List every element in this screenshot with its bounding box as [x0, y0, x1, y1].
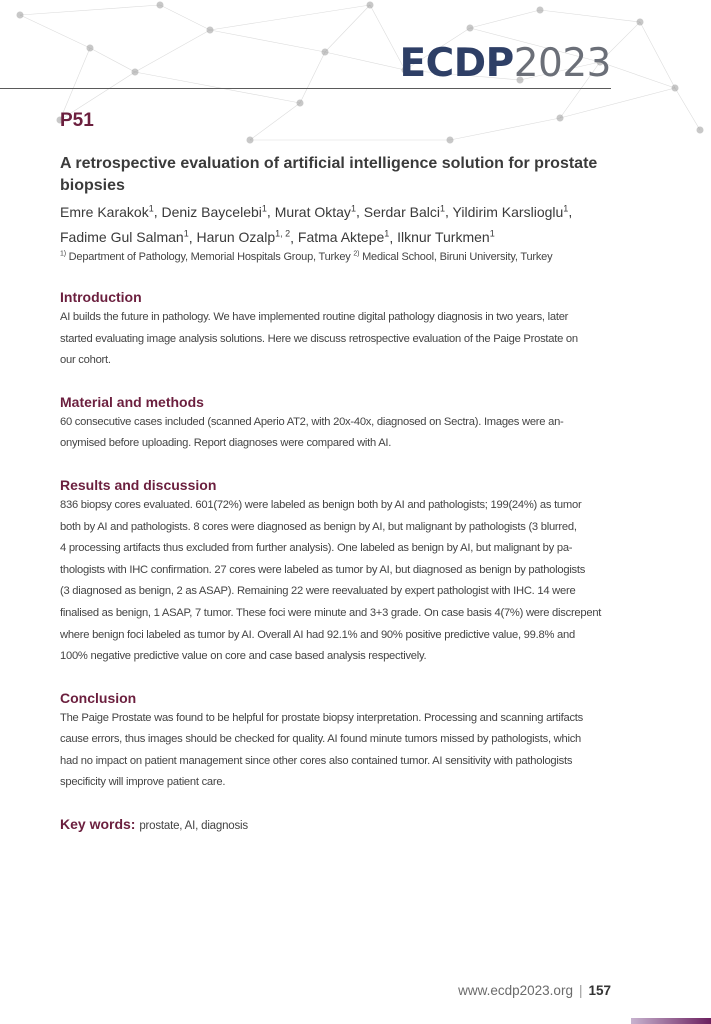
author: Fatma Aktepe$^1$	[297, 228, 390, 246]
network-line	[640, 22, 675, 88]
corner-accent-bar	[631, 1018, 711, 1024]
affiliation: $^{1)}$ Department of Pathology, Memorial Hospitals Group, Turkey	[60, 250, 351, 263]
network-line	[675, 88, 700, 130]
poster-code: P51	[60, 110, 94, 131]
conference-logo: ECDP2023	[399, 41, 611, 86]
affiliation: $^{2)}$ Medical School, Biruni University, Turkey	[353, 250, 553, 263]
author-list: Emre Karakok$^1$, Deniz Baycelebi$^1$, Murat Oktay$^1$, Serdar Balci$^1$, Yildirim Karslioglu$^1$, Fadime Gul Salman$^1$, Harun Ozalp$^{1, 2}$, Fatma Aktepe$^1$, Ilknur Turkmen$^1$	[60, 203, 573, 246]
network-line	[160, 5, 210, 30]
section-text	[60, 412, 620, 455]
text-line: cause errors, thus images should be checked for quality. AI found minute tumors missed by pathologists, which	[60, 733, 582, 746]
network-node	[672, 85, 679, 92]
text-line: our cohort.	[60, 354, 111, 367]
author: Deniz Baycelebi$^1$	[161, 203, 267, 220]
section-heading: Results and discussion	[60, 476, 217, 493]
text-line: The Paige Prostate was found to be helpful for prostate biopsy interpretation. Processing and scanning artifacts	[60, 711, 583, 724]
text-line: (3 diagnosed as benign, 2 as ASAP). Remaining 22 were reevaluated by expert pathologist with IHC. 14 were	[60, 585, 576, 598]
network-line	[325, 5, 370, 52]
network-line	[210, 5, 370, 30]
keywords-label: Key words:	[60, 816, 136, 833]
network-line	[600, 62, 675, 88]
network-node	[297, 100, 304, 107]
author: Yildirim Karslioglu$^1$	[452, 203, 569, 220]
section-heading: Material and methods	[60, 393, 204, 410]
network-line	[560, 88, 675, 118]
text-line: where benign foci labeled as tumor by AI. Overall AI had 92.1% and 90% positive predictive value, 99.8% and	[60, 628, 575, 641]
text-line: started evaluating image analysis solutions. Here we discuss retrospective evaluation of the Paige Prostate on	[60, 332, 578, 345]
network-node	[537, 7, 544, 14]
footer-url[interactable]: www.ecdp2023.org	[458, 983, 573, 998]
network-node	[157, 2, 164, 9]
author: Murat Oktay$^1$	[274, 203, 356, 220]
network-line	[20, 5, 160, 15]
abstract-body	[60, 153, 620, 832]
text-line: 4 processing artifacts thus excluded from further analysis). One labeled as benign by AI, but malignant by pa-	[60, 542, 573, 555]
author: Fadime Gul Salman$^1$	[60, 228, 189, 246]
keywords-text: prostate, AI, diagnosis	[139, 820, 248, 833]
section-heading: Introduction	[60, 288, 142, 305]
network-node	[87, 45, 94, 52]
page-footer	[458, 983, 611, 998]
text-line: AI builds the future in pathology. We have implemented routine digital pathology diagnosis in two years, later	[60, 310, 569, 323]
network-node	[697, 127, 704, 134]
footer-separator: |	[578, 983, 583, 998]
network-node	[322, 49, 329, 56]
author: Ilknur Turkmen$^1$	[397, 228, 495, 246]
text-line: 836 biopsy cores evaluated. 601(72%) were labeled as benign both by AI and pathologists; 199(24%) as tumor	[60, 498, 582, 511]
network-line	[325, 52, 405, 70]
network-line	[20, 15, 90, 48]
network-line	[300, 52, 325, 103]
text-line: had no impact on patient management since other cores also contained tumor. AI sensitivity with pathologists	[60, 754, 573, 767]
section-methods	[60, 392, 620, 455]
section-text	[60, 708, 620, 794]
network-line	[470, 10, 540, 28]
header-divider	[0, 88, 611, 89]
text-line: onymised before uploading. Report diagnoses were compared with AI.	[60, 437, 392, 450]
section-introduction	[60, 287, 620, 372]
section-heading: Conclusion	[60, 689, 137, 706]
network-node	[247, 137, 254, 144]
network-node	[637, 19, 644, 26]
network-line	[250, 103, 300, 140]
section-results	[60, 475, 620, 668]
text-line: both by AI and pathologists. 8 cores were diagnosed as benign by AI, but malignant by pathologists (3 blurred,	[60, 520, 577, 533]
network-node	[447, 137, 454, 144]
network-line	[90, 48, 135, 72]
network-line	[210, 30, 325, 52]
section-text	[60, 307, 620, 372]
page-number: 157	[588, 983, 611, 998]
abstract-title: A retrospective evaluation of artificial intelligence solution for prostate biopsies	[60, 155, 598, 194]
network-node	[557, 115, 564, 122]
affiliation-list	[60, 250, 620, 263]
network-node	[207, 27, 214, 34]
network-node	[367, 2, 374, 9]
network-line	[540, 10, 640, 22]
text-line: finalised as benign, 1 ASAP, 7 tumor. These foci were minute and 3+3 grade. On case basis 4(7%) were discrepent	[60, 606, 602, 619]
text-line: specificity will improve patient care.	[60, 776, 226, 789]
author: Serdar Balci$^1$	[363, 203, 446, 220]
author: Emre Karakok$^1$	[60, 203, 154, 220]
network-node	[132, 69, 139, 76]
keywords	[60, 816, 620, 832]
section-text	[60, 495, 620, 668]
network-node	[467, 25, 474, 32]
text-line: 60 consecutive cases included (scanned Aperio AT2, with 20x-40x, diagnosed on Sectra). Images were an-	[60, 415, 564, 428]
network-line	[135, 30, 210, 72]
author: Harun Ozalp$^{1, 2}$	[196, 228, 291, 246]
network-node	[17, 12, 24, 19]
text-line: thologists with IHC confirmation. 27 cores were labeled as tumor by AI, but diagnosed as benign by pathologists	[60, 563, 586, 576]
section-conclusion	[60, 688, 620, 794]
network-line	[450, 118, 560, 140]
text-line: 100% negative predictive value on core and case based analysis respectively.	[60, 650, 427, 663]
